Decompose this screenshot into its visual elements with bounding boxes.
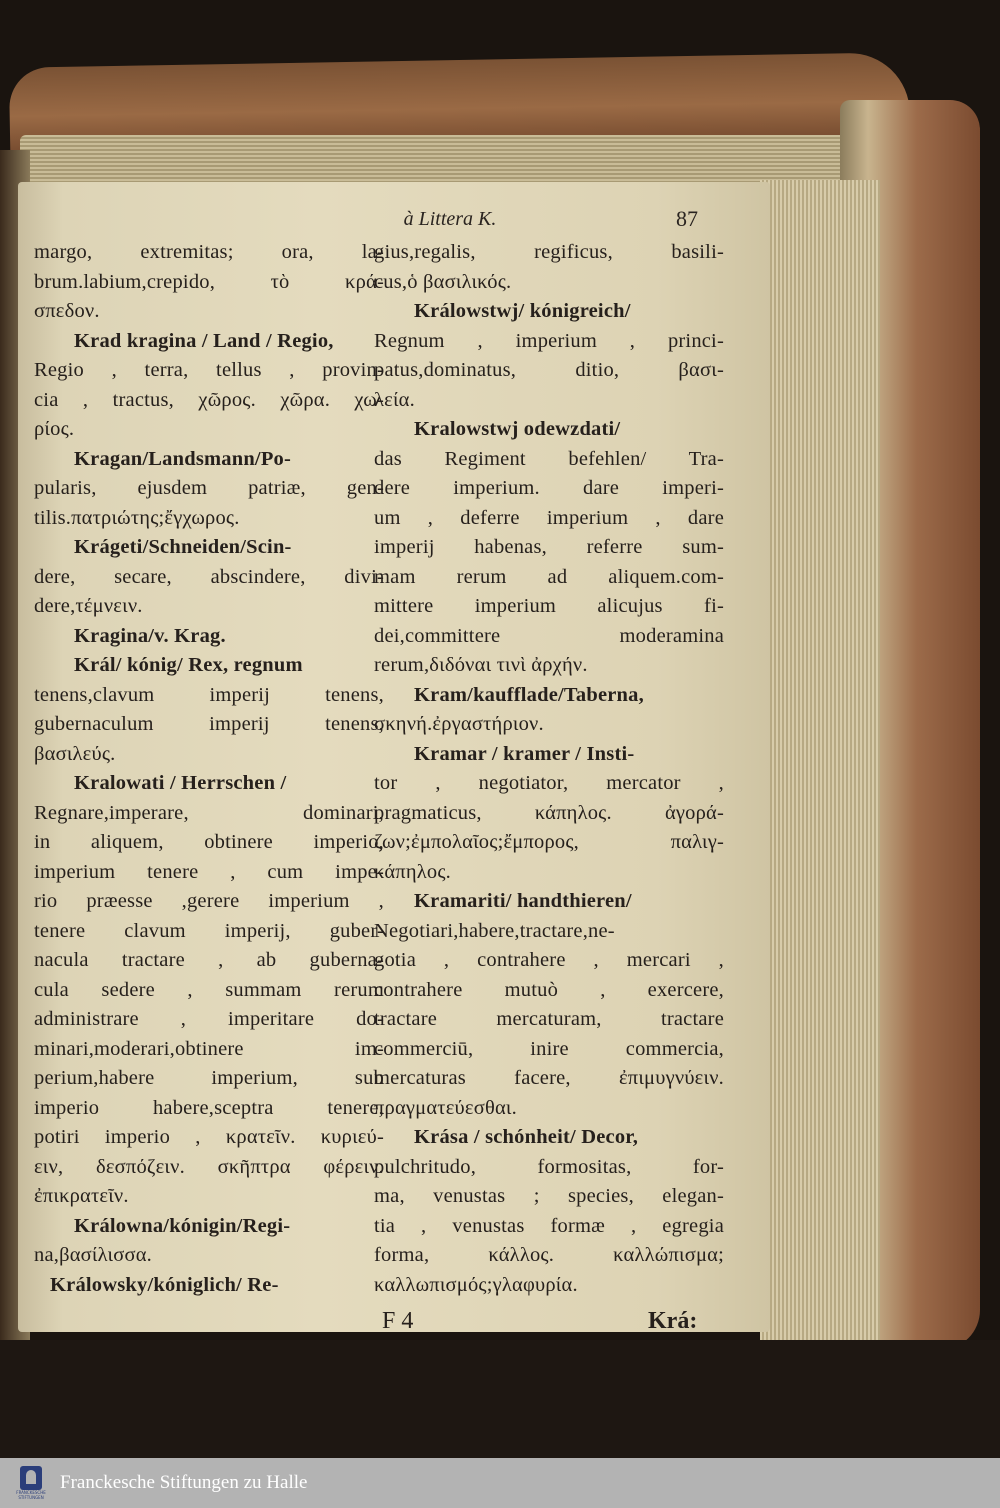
text-line: dei,committere moderamina	[374, 624, 724, 647]
text-line: tia , venustas formæ , egregia	[374, 1214, 724, 1237]
text-line: ἐπικρατεῖν.	[34, 1185, 129, 1207]
text-line: imperio habere,sceptra tenere,	[34, 1096, 384, 1119]
headword-line: Kramariti/ handthieren/	[414, 890, 632, 912]
text-line: καλλωπισμός;γλαφυρία.	[374, 1273, 578, 1296]
running-head: à Littera K.	[403, 208, 497, 230]
text-line: contrahere mutuò , exercere,	[374, 978, 724, 1001]
background-bottom	[0, 1340, 1000, 1458]
headword-line: Krad kragina / Land / Regio,	[74, 329, 334, 352]
text-line: um , deferre imperium , dare	[374, 506, 724, 529]
text-line: σκηνή.ἐργαστήριον.	[374, 713, 544, 735]
left-column	[34, 238, 384, 1300]
text-line: gius,regalis, regificus, basili-	[374, 241, 724, 263]
text-line: rerum,διδόναι τινὶ ἀρχήν.	[374, 654, 588, 676]
text-line: dere,τέμνειν.	[34, 595, 143, 617]
logo-text: FRANCKESCHE	[16, 1490, 46, 1495]
headword-line: Krása / schónheit/ Decor,	[414, 1126, 639, 1148]
headword-line: Kragina/v. Krag.	[74, 624, 226, 647]
text-line: na,βασίλισσα.	[34, 1244, 152, 1266]
text-line: κάπηλος.	[374, 860, 451, 883]
text-line: rio præesse ,gerere imperium ,	[34, 890, 384, 912]
text-line: margo, extremitas; ora, la-	[34, 241, 384, 263]
signature-mark: F 4	[382, 1308, 414, 1334]
text-line: administrare , imperitare do-	[34, 1008, 384, 1030]
text-line: das Regiment befehlen/ Tra-	[374, 447, 724, 470]
headword-line: Král/ kónig/ Rex, regnum	[74, 654, 303, 676]
text-line: potiri imperio , κρατεῖν. κυριεύ-	[34, 1126, 384, 1148]
headword-line: Kragan/Landsmann/Po-	[74, 447, 292, 470]
institution-name: Franckesche Stiftungen zu Halle	[60, 1472, 308, 1493]
text-line: minari,moderari,obtinere im-	[34, 1037, 384, 1060]
text-line: dere imperium. dare imperi-	[374, 477, 724, 499]
right-column	[374, 238, 724, 1300]
text-line: Negotiari,habere,tractare,ne-	[374, 919, 615, 942]
text-line: Regnum , imperium , princi-	[374, 329, 724, 352]
headword-line: Kramar / kramer / Insti-	[414, 742, 635, 765]
text-line: λεία.	[374, 388, 415, 411]
text-line: σπεδον.	[34, 300, 100, 322]
logo-text: STIFTUNGEN	[18, 1495, 44, 1500]
text-line: imperij habenas, referre sum-	[374, 536, 724, 558]
text-line: forma, κάλλος. καλλώπισμα;	[374, 1244, 724, 1266]
text-line: brum.labium,crepido, τὸ κρά-	[34, 270, 384, 293]
text-line: tenens,clavum imperij tenens,	[34, 683, 384, 706]
text-line: cus,ὁ βασιλικός.	[374, 270, 512, 293]
text-line: mercaturas facere, ἐπιμυγνύειν.	[374, 1067, 724, 1089]
headword-line: Krágeti/Schneiden/Scin-	[74, 536, 292, 558]
headword-line: Kram/kaufflade/Taberna,	[414, 683, 644, 706]
text-line: gubernaculum imperij tenens,	[34, 713, 384, 735]
headword-line: Kralowstwj odewzdati/	[414, 418, 621, 440]
institution-logo	[14, 1463, 48, 1503]
text-line: tor , negotiator, mercator ,	[374, 772, 724, 794]
text-line: mam rerum ad aliquem.com-	[374, 565, 724, 588]
text-line: πραγματεύεσθαι.	[374, 1096, 517, 1119]
text-line: in aliquem, obtinere imperio,	[34, 831, 384, 853]
text-line: gotia , contrahere , mercari ,	[374, 949, 724, 971]
text-line: mittere imperium alicujus fi-	[374, 595, 724, 617]
text-line: cula sedere , summam rerum	[34, 978, 384, 1001]
text-line: tenere clavum imperij, guber-	[34, 919, 384, 942]
text-line: pularis, ejusdem patriæ, gen-	[34, 477, 384, 499]
text-line: Regnare,imperare, dominari,	[34, 801, 384, 824]
text-line: ζων;ἐμπολαῖος;ἔμπορος, παλιγ-	[374, 831, 724, 853]
text-line: nacula tractare , ab guberna-	[34, 949, 384, 971]
text-line: tractare mercaturam, tractare	[374, 1008, 724, 1030]
headword-line: Králowstwj/ kónigreich/	[414, 300, 631, 322]
text-line: patus,dominatus, ditio, βασι-	[374, 359, 724, 381]
text-line: ειν, δεσπόζειν. σκῆπτρα φέρειν.	[34, 1155, 384, 1178]
footer-bar	[0, 1458, 1000, 1508]
page-number: 87	[676, 206, 698, 231]
text-line: dere, secare, abscindere, divi-	[34, 565, 384, 588]
text-line: commerciū, inire commercia,	[374, 1037, 724, 1060]
text-line: cia , tractus, χῶρος. χῶρα. χω-	[34, 388, 384, 411]
text-line: βασιλεύς.	[34, 742, 116, 765]
text-line: pragmaticus, κάπηλος. ἀγορά-	[374, 801, 724, 824]
headword-line: Králowna/kónigin/Regi-	[74, 1214, 291, 1237]
text-line: imperium tenere , cum impe-	[34, 860, 384, 883]
text-line: ρίος.	[34, 418, 75, 440]
catchword: Krá:	[648, 1308, 698, 1334]
text-line: pulchritudo, formositas, for-	[374, 1155, 724, 1178]
text-line: Regio , terra, tellus , provin-	[34, 359, 384, 381]
text-line: perium,habere imperium, sub	[34, 1067, 384, 1089]
text-line: tilis.πατριώτης;ἔγχωρος.	[34, 506, 240, 529]
text-line: ma, venustas ; species, elegan-	[374, 1185, 724, 1207]
headword-line: Králowsky/kóniglich/ Re-	[50, 1273, 279, 1296]
institution-logo-icon	[20, 1466, 42, 1490]
fore-edge	[760, 180, 880, 1350]
headword-line: Kralowati / Herrschen /	[74, 772, 287, 794]
